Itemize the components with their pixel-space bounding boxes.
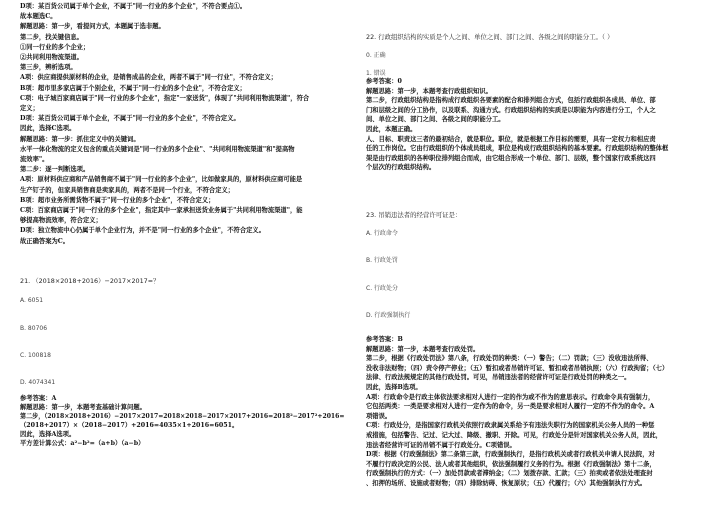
text-line: 解题思路：第一步，本题考查行政组织知识。	[366, 87, 492, 95]
q22-stem: 22. 行政组织结构的实质是个人之间、单位之间、部门之间、各级之间的职能分工。（ ）	[366, 33, 614, 41]
text-line: 第二步，找关键信息。	[20, 33, 83, 41]
text-line: 故正确答案为C。	[20, 237, 70, 245]
text-line: 参考答案：A	[20, 395, 57, 402]
text-line: 生产钉子的，但家具销售商是卖家具的，两者不是同一个行业，不符合定义；	[20, 186, 235, 194]
text-line: 第三步，辨析选项。	[20, 64, 77, 72]
text-line: 第二步：逐一判断选项。	[20, 166, 90, 174]
q22-option-1[interactable]: 1. 错误	[366, 70, 386, 77]
text-line: 第二步，行政组织结构是指构成行政组织各要素的配合和排列组合方式，包括行政组织各成员、单位、部	[366, 97, 656, 105]
q22-option-0[interactable]: 0. 正确	[366, 52, 386, 59]
text-line: 平方差计算公式：a²−b²=（a+b）（a−b）	[20, 439, 145, 447]
text-line: C项：百家商店属于"同一行业的多个企业"，指定其中一家承担送货业务属于"共同利用物流渠道"，能	[20, 207, 303, 214]
q23-option-c[interactable]: C. 行政处分	[366, 285, 399, 292]
q23-option-b[interactable]: B. 行政处罚	[366, 257, 398, 264]
text-line: C项：行政处分，是指国家行政机关依照行政隶属关系给予有违法失职行为的国家机关公务人员的一种惩	[366, 422, 655, 430]
text-line: 戒措施，包括警告、记过、记大过、降级、撤职、开除。可见，行政处分是针对国家机关公务人员，因此，	[366, 432, 662, 439]
text-line: 解题思路：第一步，本题考查基础计算问题。	[20, 403, 146, 411]
q23-option-a[interactable]: A. 行政命令	[366, 230, 398, 237]
text-line: （2018+2017）×（2018−2017）+2016=4035×1+2016=6051。	[20, 421, 239, 429]
text-line: 第二步，（2018×2018+2016）−2017×2017=2018×2018−2017×2017+2016=2018²−2017²+2016=	[20, 412, 345, 420]
text-line: 门和层级之间的分工协作，以及联系、沟通方式。行政组织结构的实质是以职能为内容进行分工，个人之	[366, 106, 656, 114]
text-line: 、扣押的场所、设施或者财物；（四）排除妨碍、恢复原状；（五）代履行；（六）其他强制执行方式。	[366, 480, 647, 487]
q23-option-d[interactable]: D. 行政强制执行	[366, 312, 411, 319]
text-line: B项：超市业务所需货物不属于"同一行业的多个企业"，不符合定义；	[20, 196, 215, 204]
text-line: 个层次的行政组织结构。	[366, 164, 436, 172]
text-line: ①同一行业的多个企业；	[20, 43, 90, 51]
text-line: 因此，选择C选项。	[20, 125, 76, 133]
text-line: B项：超市里多家店属于个别企业，不属于"同一行业的多个企业"，不符合定义；	[20, 84, 246, 92]
text-line: 水平一体化物流的定义包含的重点关键词是"同一行业的多个企业"、"共同利用物流渠道"和"提高物	[20, 145, 295, 153]
text-line: A项：行政命令是行政主体依法要求相对人进行一定的作为或不作为的意思表示。行政命令具有强制力，	[366, 393, 655, 401]
text-line: 第二步，根据《行政处罚法》第八条，行政处罚的种类：（一）警告；（二）罚款；（三）没收违法所得、	[366, 355, 653, 363]
text-line: 因此，选择A选项。	[20, 430, 76, 438]
text-line: 流效率"。	[20, 156, 49, 163]
text-line: 没收非法财物；（四）责令停产停业；（五）暂扣或者吊销许可证、暂扣或者吊销执照；（六）行政拘留；（七）	[366, 364, 669, 372]
q21-option-c[interactable]: C. 100818	[20, 352, 51, 359]
text-line: 违法者经营许可证的吊销不属于行政处分。C项错误。	[366, 441, 516, 449]
text-line: 人、目标、职责这三者的最初结合，就是职位。职位，就是根据工作目标的需要，具有一定权力和相应责	[366, 135, 656, 143]
text-line: 参考答案：0	[366, 78, 402, 85]
text-line: 参考答案：B	[366, 336, 403, 343]
text-line: 够提高物流效率，符合定义；	[20, 217, 102, 225]
text-line: 法律、行政法规规定的其他行政处罚。可见，吊销违法者的经营许可证是行政处罚的种类之一。	[366, 374, 631, 382]
text-line: 解题思路：第一步，看提问方式，本题属于选非题。	[20, 23, 165, 31]
text-line: 解题思路：第一步：抓住定义中的关键词。	[20, 135, 140, 143]
text-line: 定义；	[20, 105, 39, 112]
text-line: D项：根据《行政强制法》第二条第三款，行政强制执行，是指行政机关或者行政机关申请人民法院，对	[366, 451, 655, 459]
text-line: 因此，选择B选项。	[366, 384, 422, 391]
q21-option-b[interactable]: B. 80706	[20, 325, 48, 332]
text-line: 项错误。	[366, 412, 392, 420]
q21-option-a[interactable]: A. 6051	[20, 297, 44, 304]
text-line: ②共同利用物流渠道。	[20, 54, 83, 61]
text-line: 故本题选C。	[20, 13, 57, 21]
text-line: D项：独立物流中心仍属于单个企业行为，并不是"同一行业的多个企业"，不符合定义。	[20, 227, 266, 235]
text-line: 任的工作岗位。它由行政组织的个体成员组成，职位是构成行政组织结构的基本要素。行政组织结构的整体框	[366, 145, 669, 153]
text-line: 因此，本题正确。	[366, 126, 417, 133]
q21-option-d[interactable]: D. 4074341	[20, 379, 56, 386]
q21-stem: 21. （2018×2018+2016）−2017×2017=？	[20, 277, 160, 285]
text-line: C项：电子城百家商店属于"同一行业的多个企业"，指定"一家送货"，体现了"共同利用物流渠道"，符合	[20, 94, 310, 102]
text-line: 解题思路：第一步，本题考查行政处罚。	[366, 345, 480, 353]
text-line: 行政强制执行的方式：（一）加处罚款或者滞纳金；（二）划拨存款、汇款；（三）拍卖或者依法处理查封	[366, 470, 653, 478]
text-line: 它包括两类：一类是要求相对人进行一定作为的命令，另一类是要求相对人履行一定的不作为的命令。A	[366, 403, 655, 411]
q23-stem: 23. 吊销违法者的经营许可证是：	[366, 211, 462, 219]
text-line: A项：供应商提供原材料的企业，是销售成品的企业，两者不属于"同一行业"，不符合定义；	[20, 74, 278, 82]
text-line: 间、单位之间、部门之间、各级之间的职能分工。	[366, 116, 505, 124]
text-line: 不履行行政决定的公民、法人或者其他组织，依法强制履行义务的行为。根据《行政强制法》第十二条，	[366, 460, 656, 468]
text-line: D项：某百货公司属于单个企业，不属于"同一行业的多个企业"，不符合要点①。	[20, 3, 247, 10]
text-line: A项：原材料供应商和产品销售商不属于"同一行业的多个企业"，比如做家具的，原材料供应商可能是	[20, 176, 303, 184]
text-line: D项：某百货公司属于单个企业，不属于"同一行业的多个企业"，不符合定义。	[20, 115, 240, 123]
text-line: 架是由行政组织的各种职位排列组合而成，由它组合形成一个单位、部门、层级，整个国家行政系统这四	[366, 154, 656, 162]
